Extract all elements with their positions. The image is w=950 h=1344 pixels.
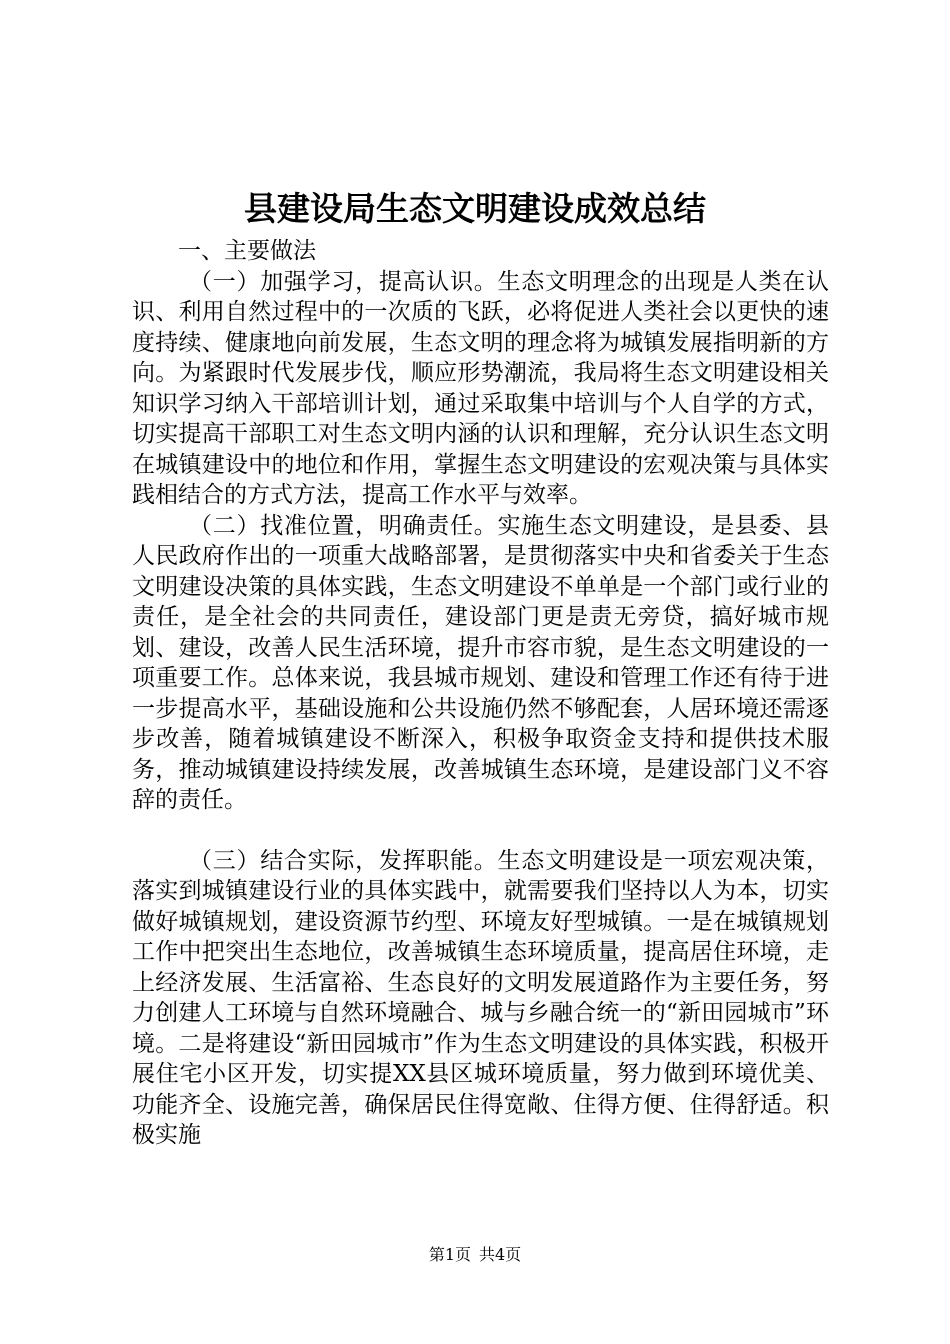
section-heading: 一、主要做法 bbox=[178, 238, 316, 264]
paragraph-2: （二）找准位置，明确责任。实施生态文明建设，是县委、县人民政府作出的一项重大战略部署，是贯彻落实中央和省委关于生态文明建设决策的具体实践，生态文明建设不单单是一个部门或行业的责任，是全社会的共同责任，建设部门更是责无旁贷，搞好城市规划、建设，改善人民生活环境，提升市容市貌，是生态文明建设的一项重要工作。总体来说，我县城市规划、建设和管理工作还有待于进一步提高水平，基础设施和公共设施仍然不够配套，人居环境还需逐步改善，随着城镇建设不断深入，积极争取资金支持和提供技术服务，推动城镇建设持续发展，改善城镇生态环境，是建设部门义不容辞的责任。 bbox=[132, 512, 829, 813]
page-footer bbox=[0, 1243, 950, 1267]
page-total: 共4页 bbox=[479, 1245, 522, 1264]
page-number: 第1页 bbox=[428, 1245, 471, 1264]
document-title: 县建设局生态文明建设成效总结 bbox=[244, 189, 706, 228]
document-body bbox=[132, 236, 829, 1151]
paragraph-1: （一）加强学习，提高认识。生态文明理念的出现是人类在认识、利用自然过程中的一次质的飞跃，必将促进人类社会以更快的速度持续、健康地向前发展，生态文明的理念将为城镇发展指明新的方向。为紧跟时代发展步伐，顺应形势潮流，我局将生态文明建设相关知识学习纳入干部培训计划，通过采取集中培训与个人自学的方式，切实提高干部职工对生态文明内涵的认识和理解，充分认识生态文明在城镇建设中的地位和作用，掌握生态文明建设的宏观决策与具体实践相结合的方式方法，提高工作水平与效率。 bbox=[132, 268, 829, 508]
paragraph-3: （三）结合实际，发挥职能。生态文明建设是一项宏观决策，落实到城镇建设行业的具体实践中，就需要我们坚持以人为本，切实做好城镇规划，建设资源节约型、环境友好型城镇。一是在城镇规划工作中把突出生态地位，改善城镇生态环境质量，提高居住环境，走上经济发展、生活富裕、生态良好的文明发展道路作为主要任务，努力创建人工环境与自然环境融合、城与乡融合统一的“新田园城市”环境。二是将建设“新田园城市”作为生态文明建设的具体实践，积极开展住宅小区开发，切实提XX县区城环境质量，努力做到环境优美、功能齐全、设施完善，确保居民住得宽敞、住得方便、住得舒适。积极实施 bbox=[132, 847, 829, 1148]
